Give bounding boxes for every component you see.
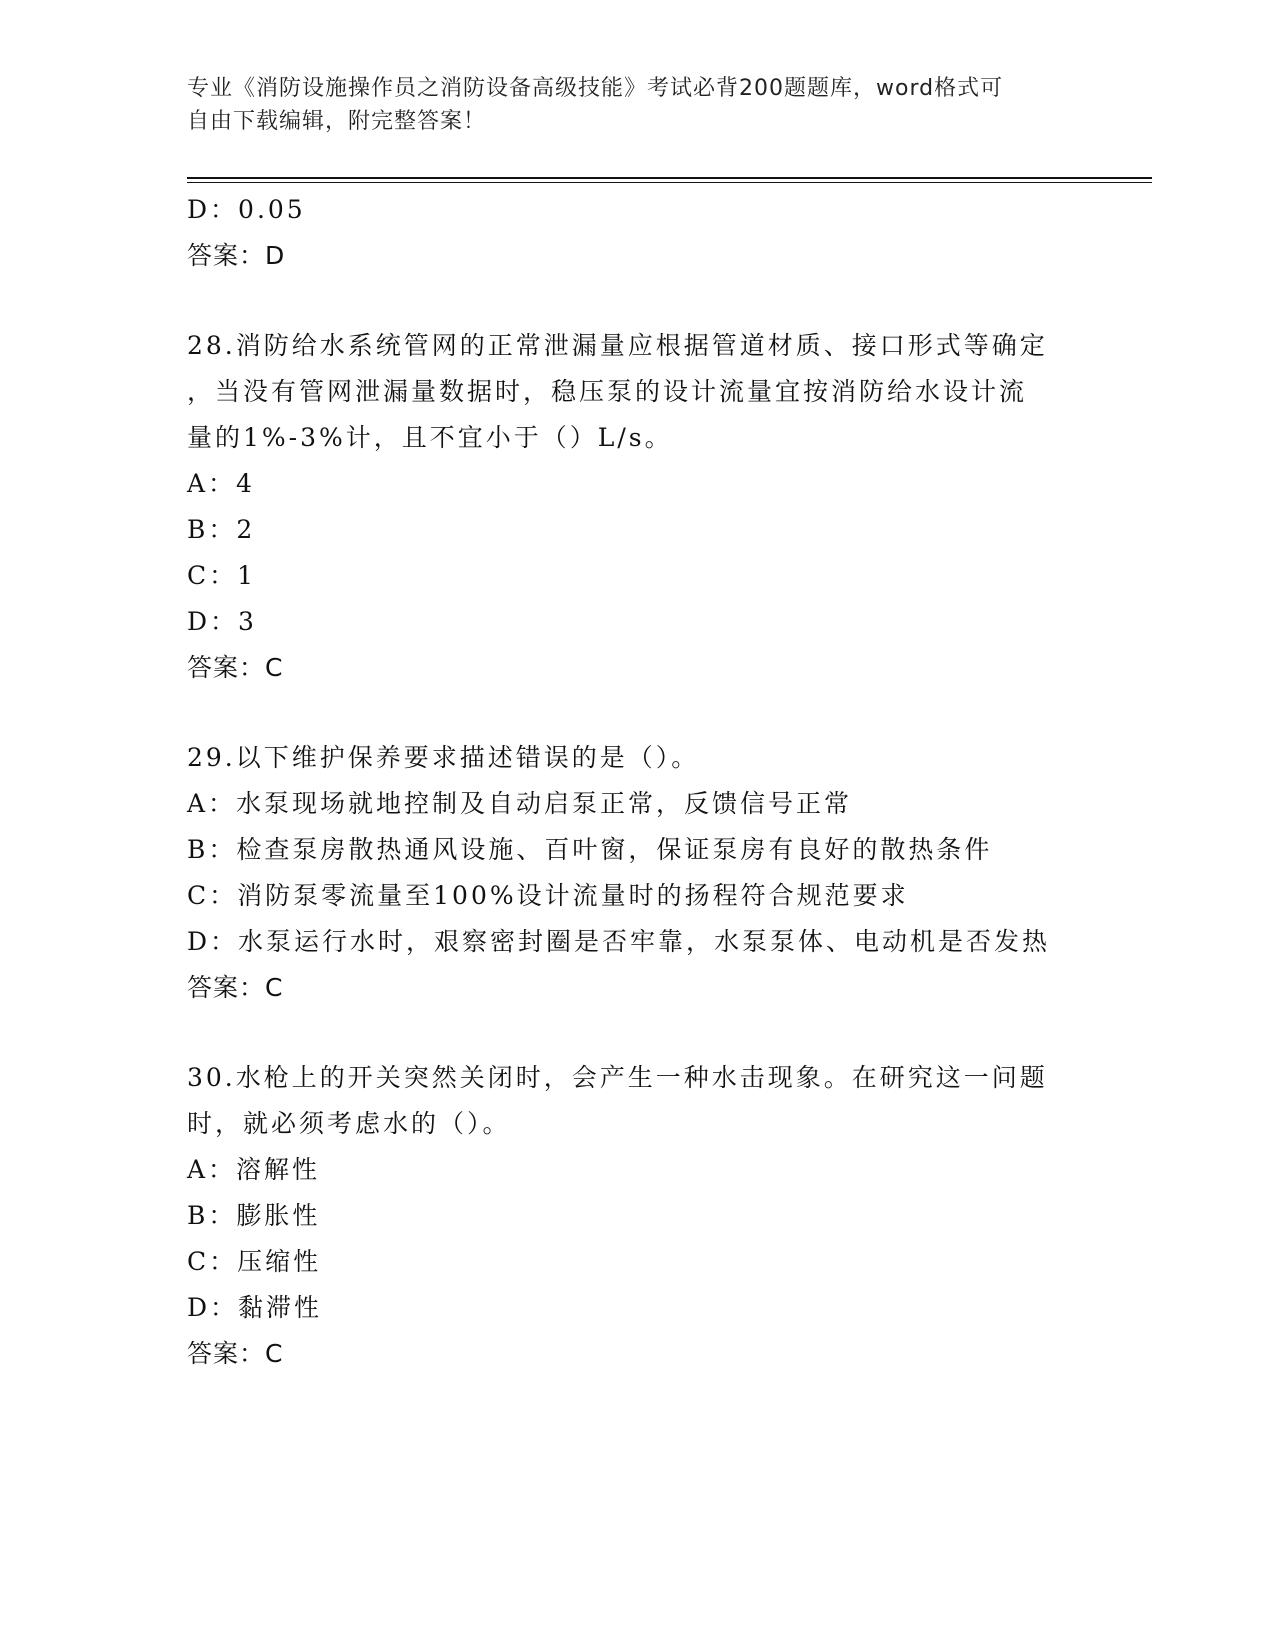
answer: 答案：C [187,653,284,682]
question-stem-line: 29.以下维护保养要求描述错误的是（）。 [187,743,700,772]
option-d: D：水泵运行水时，艰察密封圈是否牢靠，水泵泵体、电动机是否发热 [187,927,1051,956]
option-c: C：1 [187,561,257,590]
header-divider-thin [187,182,1152,183]
option-c: C：压缩性 [187,1247,322,1276]
question-stem-line: ，当没有管网泄漏量数据时，稳压泵的设计流量宜按消防给水设计流 [187,377,1028,406]
option-d: D：黏滞性 [187,1293,323,1322]
spacer [187,279,1087,323]
answer: 答案：C [187,973,284,1002]
spacer [187,691,1087,735]
question-stem-line: 量的1%-3%计，且不宜小于（）L/s。 [187,423,673,452]
prev-answer: 答案：D [187,241,286,270]
question-29 [187,735,1087,1011]
option-a: A：水泵现场就地控制及自动启泵正常，反馈信号正常 [187,789,853,818]
answer: 答案：C [187,1339,284,1368]
header-divider-thick [187,177,1152,179]
option-b: B：2 [187,515,256,544]
question-stem-line: 28.消防给水系统管网的正常泄漏量应根据管道材质、接口形式等确定 [187,331,1048,360]
header-line-1: 专业《消防设施操作员之消防设备高级技能》考试必背200题题库，word格式可 [187,76,1004,101]
option-b: B：检查泵房散热通风设施、百叶窗，保证泵房有良好的散热条件 [187,835,993,864]
question-stem-line: 时，就必须考虑水的（）。 [187,1109,511,1138]
page-header [187,72,1087,138]
question-30 [187,1055,1087,1377]
option-a: A：溶解性 [187,1155,321,1184]
header-line-2: 自由下载编辑，附完整答案！ [187,109,487,134]
question-content [187,187,1087,1377]
option-b: B：膨胀性 [187,1201,321,1230]
prev-option-d: D：0.05 [187,195,306,224]
option-c: C：消防泵零流量至100%设计流量时的扬程符合规范要求 [187,881,909,910]
question-stem-line: 30.水枪上的开关突然关闭时，会产生一种水击现象。在研究这一问题 [187,1063,1048,1092]
spacer [187,1011,1087,1055]
question-28 [187,323,1087,691]
option-d: D：3 [187,607,257,636]
option-a: A：4 [187,469,255,498]
